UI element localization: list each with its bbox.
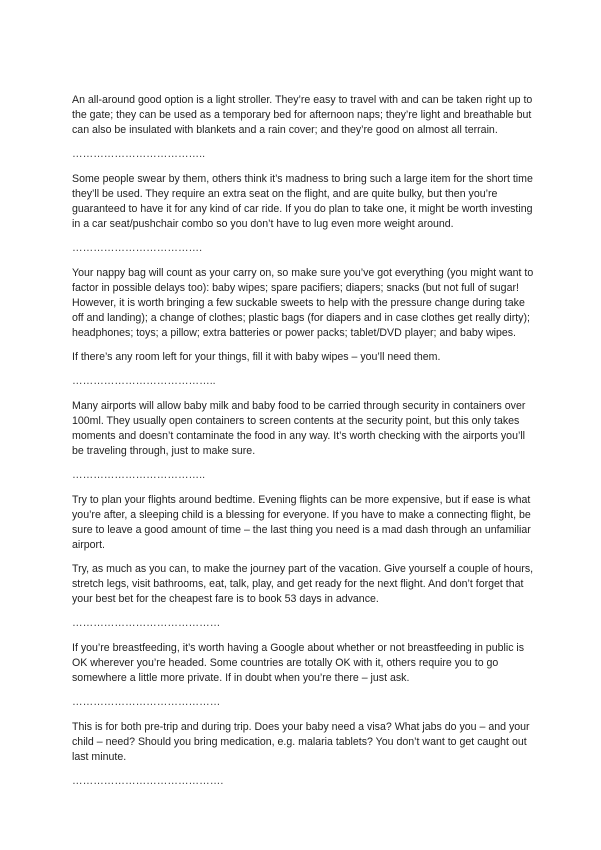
- document-page: [72, 93, 534, 799]
- airport-security-paragraph: Many airports will allow baby milk and baby food to be carried through security in containers over 100ml. They usually open containers to screen contents at the security point, but this only takes moments and doesn’t contaminate the food in any way. It’s worth checking with the airports you’ll be traveling through, just to make sure.: [72, 400, 526, 457]
- visa-jabs-paragraph: This is for both pre-trip and during trip. Does your baby need a visa? What jabs do you – and your child – need? Should you bring medication, e.g. malaria tablets? You don’t want to get caught out last minute.: [72, 721, 530, 763]
- section-separator: ……………………………………: [72, 696, 221, 708]
- breastfeeding-paragraph: If you’re breastfeeding, it’s worth having a Google about whether or not breastfeeding in public is OK wherever you’re headed. Some countries are totally OK with it, others require you to go somewhere a little more private. If in doubt when you’re there – just ask.: [72, 642, 525, 684]
- bedtime-flights-paragraph: Try to plan your flights around bedtime. Evening flights can be more expensive, but if ease is what you’re after, a sleeping child is a blessing for everyone. If you have to make a connecting flight, be sure to leave a good amount of time – the last thing you need is a mad dash through an unfamiliar airport.: [72, 494, 531, 551]
- section-separator: …………………………………..: [72, 375, 216, 387]
- section-separator: ………………………………..: [72, 469, 206, 481]
- car-seat-paragraph: Some people swear by them, others think it’s madness to bring such a large item for the short time they’ll be used. They require an extra seat on the flight, and are quite bulky, but then you’re guaranteed to have it for any kind of car ride. If you do plan to take one, it might be worth investing in a car seat/pushchair combo so you don’t have to lug even more weight around.: [72, 173, 533, 230]
- nappy-bag-paragraph: Your nappy bag will count as your carry on, so make sure you’ve got everything (you might want to factor in possible delays too): baby wipes; spare pacifiers; diapers; snacks (but not full of sugar! However, it is worth bringing a few suckable sweets to help with the pressure change during take off and landing); a change of clothes; plastic bags (for diapers and in case clothes get really dirty); headphones; toys; a pillow; extra batteries or power packs; tablet/DVD player; and baby wipes.: [72, 267, 534, 339]
- section-separator: ……………………………………: [72, 617, 221, 629]
- section-separator: ………………………………..: [72, 148, 206, 160]
- baby-wipes-paragraph: If there’s any room left for your things, fill it with baby wipes – you’ll need them.: [72, 351, 441, 363]
- journey-vacation-paragraph: Try, as much as you can, to make the journey part of the vacation. Give yourself a couple of hours, stretch legs, visit bathrooms, eat, talk, play, and get ready for the next flight. And don’t forget that your best bet for the cheapest fare is to book 53 days in advance.: [72, 563, 534, 605]
- section-separator: …………………………………….: [72, 775, 224, 787]
- section-separator: ……………………………….: [72, 242, 203, 254]
- stroller-paragraph: An all-around good option is a light stroller. They’re easy to travel with and can be taken right up to the gate; they can be used as a temporary bed for afternoon naps; they’re light and breathable but can also be insulated with blankets and a rain cover; and they’re good on almost all terrain.: [72, 94, 533, 136]
